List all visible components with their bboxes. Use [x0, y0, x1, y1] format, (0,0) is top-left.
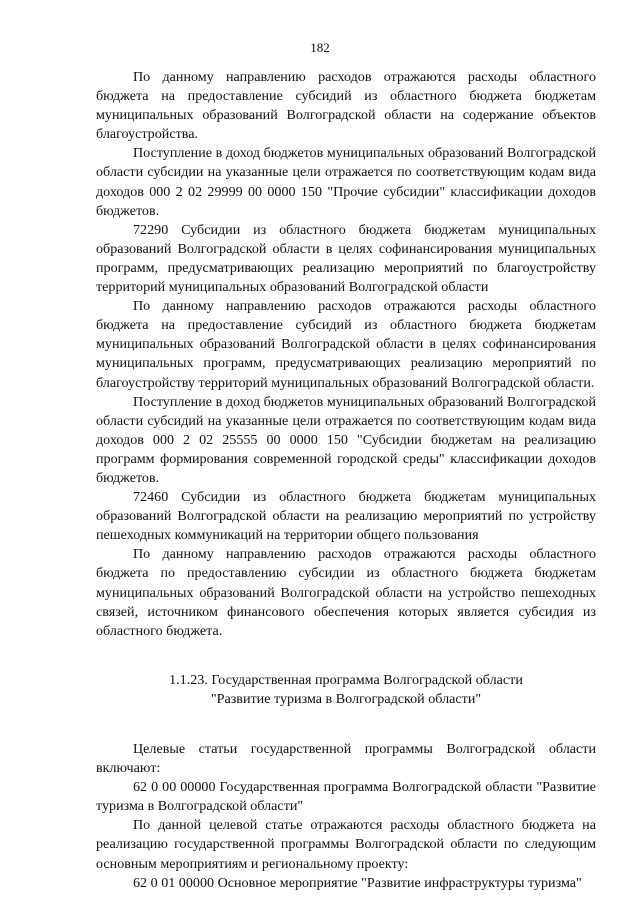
- paragraph-revenue-other-subsidies: Поступление в доход бюджетов муниципальных образований Волгоградской области субсидии на указанные цели отражается по соответствующим кодам вида доходов 000 2 02 29999 00 0000 150 "Прочие субсидии" классификации доходов бюджетов.: [96, 145, 596, 219]
- page-number: 182: [310, 40, 330, 55]
- paragraph-code-72290: 72290 Субсидии из областного бюджета бюджетам муниципальных образований Волгоградской области в целях софинансирования муниципальных программ, предусматривающих реализацию мероприятий по благоустройству территорий муниципальных образований Волгоградской области: [96, 221, 596, 296]
- paragraph-code-72460: 72460 Субсидии из областного бюджета бюджетам муниципальных образований Волгоградской области на реализацию мероприятий по устройству пешеходных коммуникаций на территории общего пользования: [96, 489, 596, 544]
- section-heading-line2: "Развитие туризма в Волгоградской области": [210, 690, 482, 707]
- paragraph-expense-direction-maintenance: По данному направлению расходов отражаются расходы областного бюджета на предоставление субсидий из областного бюджета бюджетам муниципальных образований Волгоградской области на содержание объектов благоустройства.: [96, 69, 596, 143]
- paragraph-code-62-0-01: 62 0 01 00000 Основное мероприятие "Развитие инфраструктуры туризма": [133, 874, 582, 891]
- paragraph-target-expenses: По данной целевой статье отражаются расходы областного бюджета на реализацию государственной программы Волгоградской области по следующим основным мероприятиям и региональному проекту:: [96, 817, 596, 872]
- paragraph-code-62-0-00: 62 0 00 00000 Государственная программа Волгоградской области "Развитие туризма в Волгоградской области": [96, 779, 596, 815]
- section-heading-line1: 1.1.23. Государственная программа Волгоградской области: [169, 671, 523, 688]
- section-heading: [96, 671, 596, 709]
- paragraph-expense-direction-cofinancing: По данному направлению расходов отражаются расходы областного бюджета на предоставление субсидий из областного бюджета бюджетам муниципальных образований Волгоградской области в целях софинансирования муниципальных программ, предусматривающих реализацию мероприятий по благоустройству территорий муниципальных образований Волгоградской области.: [96, 298, 596, 391]
- paragraph-target-articles: Целевые статьи государственной программы Волгоградской области включают:: [96, 741, 596, 777]
- paragraph-expense-direction-pedestrian: По данному направлению расходов отражаются расходы областного бюджета по предоставлению субсидии из областного бюджета бюджетам муниципальных образований Волгоградской области на устройство пешеходных связей, источником финансового обеспечения которых является субсидия из областного бюджета.: [96, 546, 596, 639]
- document-body: [96, 68, 596, 893]
- paragraph-revenue-urban-environment: Поступление в доход бюджетов муниципальных образований Волгоградской области субсидий на указанные цели отражается по соответствующим кодам вида доходов 000 2 02 25555 00 0000 150 "Субсидии бюджетам на реализацию программ формирования современной городской среды" классификации доходов бюджетов.: [96, 393, 596, 486]
